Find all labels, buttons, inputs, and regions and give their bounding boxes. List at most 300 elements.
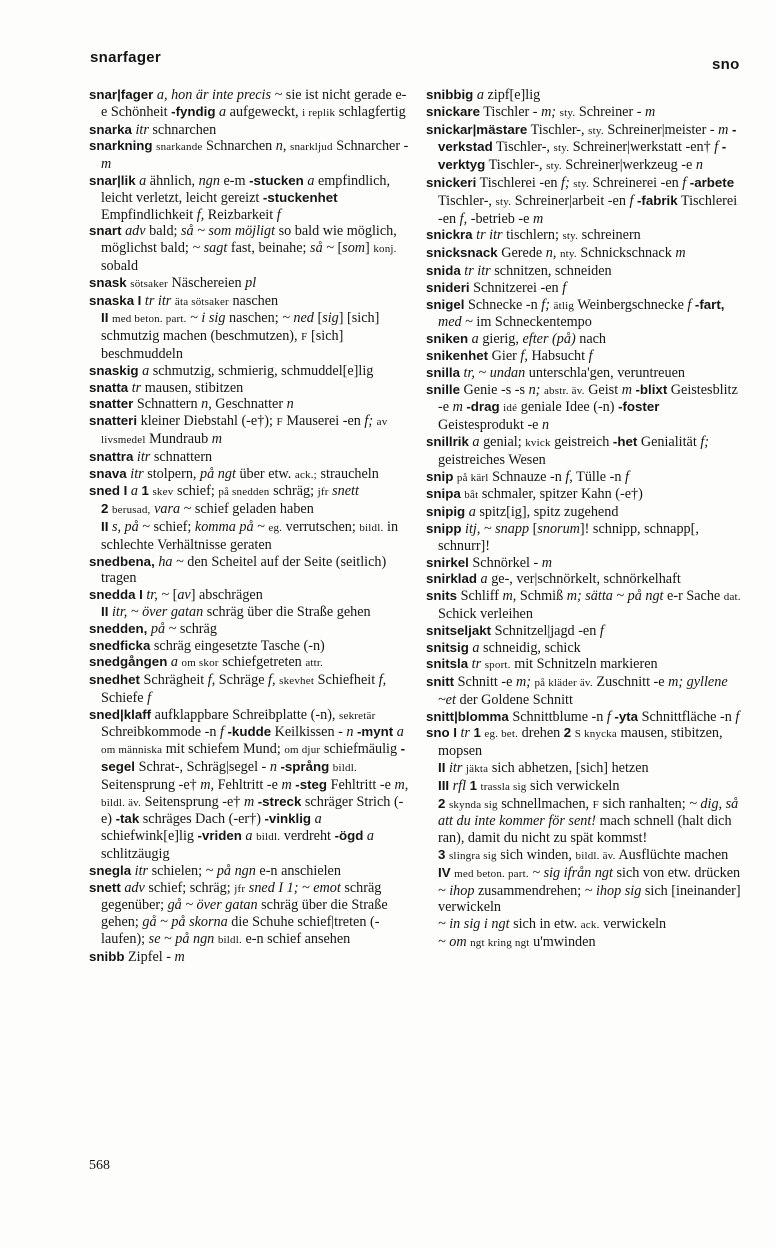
text: schräg gegenüber; [101, 879, 382, 914]
italic-text: a [476, 87, 484, 103]
headword: snedficka [89, 637, 151, 653]
italic-text: ~ ihop sig [584, 882, 642, 899]
text: naschen; [225, 310, 283, 327]
dictionary-entry [89, 483, 411, 501]
headword: sniken [426, 331, 469, 347]
text: ] [365, 240, 374, 257]
text: empfindlich, leicht verletzt, leicht gereizt [101, 172, 391, 206]
headword: -stuckenhet [262, 189, 338, 205]
text: kleiner Diebstahl (-e†); [137, 413, 277, 430]
text: e-n anschielen [255, 862, 341, 879]
text: fast, beinahe; [227, 240, 311, 257]
dictionary-entry [89, 654, 411, 672]
text: Seitensprung -e† [141, 793, 244, 810]
text: schräger Strich (-e) [101, 793, 404, 828]
sense-number: 2 [563, 725, 572, 741]
text: Geistesblitz -e [438, 381, 738, 416]
headword: -het [612, 433, 638, 449]
text: Empfindlichkeit [101, 206, 197, 223]
italic-text: f, [196, 206, 205, 223]
text: schräg über die Straße gehen [203, 603, 371, 620]
italic-text: m [541, 554, 553, 571]
italic-text: n [695, 157, 703, 174]
headword: snickare [426, 103, 480, 119]
small-text: abstr. äv. [543, 384, 585, 397]
text: Schreiner|arbeit -en [511, 192, 630, 209]
headword: -steg [295, 776, 328, 792]
headword: -verktyg [438, 139, 727, 173]
text: Fehltritt -e [327, 776, 395, 793]
italic-text: gå ~ på skorna [142, 914, 228, 931]
italic-text: m; [541, 103, 560, 120]
sense-number: I [123, 483, 128, 499]
italic-text: tr, ~ undan [463, 364, 526, 381]
italic-text: ~ sagt [192, 240, 228, 257]
text: schräg über die Straße gehen; [101, 897, 388, 931]
dictionary-subsense [426, 934, 744, 952]
headword: -mynt [357, 724, 394, 740]
dictionary-entry [89, 638, 411, 655]
text: Tischlerei -en [438, 192, 738, 227]
text: Habsucht [527, 347, 589, 364]
small-text: bildl. [359, 521, 384, 534]
text: e-n schief ansehen [241, 931, 351, 948]
dictionary-subsense [426, 796, 744, 847]
italic-text: a [472, 639, 480, 656]
headword: snickar|mästare [426, 121, 528, 137]
italic-text: m [281, 776, 292, 793]
italic-text: f, [459, 210, 468, 227]
text: sich winden, [496, 847, 576, 864]
headword: snattra [89, 448, 134, 464]
small-text: jäkta [465, 763, 489, 776]
small-text: av livsmedel [101, 416, 388, 446]
text: straucheln [316, 465, 379, 482]
small-text: eg. [268, 521, 283, 534]
page-number: 568 [89, 1158, 110, 1173]
dictionary-entry [426, 365, 744, 382]
italic-text: m [243, 793, 255, 810]
text: tischlern; [502, 227, 563, 244]
small-text: sty. [559, 106, 576, 119]
italic-text: ~ på ngn [205, 862, 256, 879]
italic-text: vara ~ [154, 501, 192, 518]
dictionary-subsense [89, 310, 411, 362]
small-text: skev [152, 486, 174, 499]
text: mausen, stibitzen, mopsen [438, 725, 723, 760]
dictionary-entry [426, 656, 744, 674]
text: schiefwink[e]lig [101, 828, 198, 845]
small-text: om skor [181, 657, 219, 670]
text: der Goldene Schnitt [455, 691, 573, 708]
left-column [89, 87, 411, 966]
headword: snarka [89, 121, 132, 137]
small-text: i replik [302, 106, 336, 119]
italic-text: itr, ~ över gatan [111, 603, 204, 620]
text: mit Schnitzeln markieren [510, 656, 658, 673]
dictionary-entry [89, 223, 411, 274]
italic-text: f, [520, 347, 528, 364]
italic-text: tr [471, 656, 482, 673]
text: Schliff [457, 588, 503, 605]
italic-text: m [645, 103, 656, 120]
sense-number: I [453, 725, 457, 741]
italic-text: a [142, 362, 150, 379]
headword: snitseljakt [426, 622, 492, 638]
dictionary-entry [426, 640, 744, 657]
text: schräg eingesetzte Tasche (-n) [150, 637, 325, 654]
text: verwickeln [599, 916, 667, 933]
dictionary-entry [426, 521, 744, 555]
dictionary-entry [426, 709, 744, 726]
dictionary-subsense [426, 883, 744, 917]
text: Schreiner|werkstatt -en† [569, 139, 715, 156]
italic-text: a [472, 433, 480, 450]
italic-text: tr itr [464, 262, 491, 279]
text: ] [sich] schmutzig machen (beschmutzen), [101, 310, 380, 345]
text: Schnarcher - [332, 138, 409, 155]
small-text: bildl. äv. [575, 850, 616, 863]
italic-text: f [276, 206, 281, 223]
dictionary-entry [89, 449, 411, 466]
text: schnarchen [148, 121, 217, 138]
headword: snedgången [89, 654, 168, 670]
italic-text: n [346, 724, 354, 741]
small-text: sty. [573, 177, 589, 190]
small-text: attr. [305, 657, 324, 670]
dictionary-entry [89, 396, 411, 413]
text: Schnittblume -n [508, 708, 607, 725]
text: nach [575, 331, 607, 348]
text: u'mwinden [529, 934, 596, 951]
italic-text: f; [541, 296, 554, 313]
text: aufgeweckt, [226, 103, 303, 120]
sense-number: 1 [141, 483, 149, 499]
text: Schnarchen [202, 138, 276, 155]
headword: snarkning [89, 138, 153, 154]
italic-text: m [211, 430, 223, 447]
sense-number: I [137, 292, 142, 308]
text: Schnecke -n [464, 296, 542, 313]
headword: snedhet [89, 672, 140, 688]
italic-text: snorum [537, 520, 580, 537]
dictionary-entry [89, 138, 411, 173]
dictionary-subsense [426, 778, 744, 796]
text: schnitzen, schneiden [490, 262, 612, 279]
italic-text: tr, ~ [146, 587, 170, 604]
text: Keilkissen - [271, 724, 347, 741]
italic-text: a [219, 103, 227, 120]
italic-text: på ~ [150, 620, 177, 637]
small-text: bildl. äv. [101, 796, 142, 809]
dictionary-entry [426, 674, 744, 709]
text: Tischler-, [527, 121, 589, 138]
headword: -fabrik [636, 192, 678, 208]
dictionary-entry [89, 707, 411, 863]
small-text: ngt kring ngt [470, 937, 530, 950]
italic-text: itr [130, 465, 144, 482]
headword: snibbig [426, 87, 474, 102]
italic-text: m [621, 381, 632, 398]
small-text: ätlig [553, 299, 575, 312]
headword: -fart, [694, 296, 725, 312]
dictionary-entry [89, 275, 411, 293]
italic-text: f, [565, 468, 573, 485]
dictionary-entry [426, 434, 744, 469]
italic-text: a [366, 828, 374, 845]
small-text: slingra sig [448, 850, 497, 863]
headword: snikenhet [426, 347, 489, 363]
italic-text: n [286, 396, 294, 413]
text: Schreibkommode -n [101, 724, 220, 741]
text: Schräge [215, 672, 269, 689]
small-text: sekretär [339, 709, 376, 722]
italic-text: f [682, 174, 687, 191]
dictionary-subsense [89, 501, 411, 519]
dictionary-entry [426, 555, 744, 572]
italic-text: f [735, 708, 740, 725]
text: bald; [145, 223, 182, 240]
italic-text: ~ ihop [438, 882, 475, 899]
small-text: sötsaker [130, 277, 168, 290]
italic-text: sned I 1; ~ emot [248, 879, 341, 896]
text: verdreht [280, 828, 335, 845]
headword: snedbena, [89, 553, 155, 569]
italic-text: a [396, 724, 404, 741]
italic-text: n, [545, 245, 560, 262]
italic-text: ~ ned [282, 310, 314, 327]
italic-text: ~ i sig [190, 310, 226, 327]
small-text: jfr [317, 486, 329, 499]
small-text: om djur [284, 744, 321, 757]
headword: snida [426, 262, 461, 278]
italic-text: tr itr [144, 292, 172, 309]
text: [ [313, 310, 323, 327]
italic-text: n, [275, 138, 290, 155]
text: schräges Dach (-er†) [139, 811, 265, 828]
dictionary-subsense [426, 760, 744, 778]
text: sie ist nicht gerade e-e Schönheit [101, 87, 407, 120]
text: ]! schnipp, schnapp[, schnurr]! [438, 520, 699, 554]
text: die Schuhe schief|treten (-laufen); [101, 914, 380, 948]
dictionary-entry [89, 466, 411, 484]
sense-number: III [438, 777, 450, 793]
small-text: med beton. part. [111, 313, 187, 326]
italic-text: tr [131, 379, 142, 396]
italic-text: a [130, 483, 138, 500]
dictionary-entry [426, 725, 744, 760]
headword: snille [426, 381, 460, 397]
sense-number: 2 [101, 501, 109, 517]
italic-text: ~ sig ifrån ngt [532, 864, 613, 881]
italic-text: med ~ [438, 314, 473, 331]
text: Tülle -n [572, 468, 626, 485]
dictionary-entry [426, 280, 744, 297]
dictionary-entry [426, 104, 744, 122]
text: Schnitzel|jagd -en [491, 622, 600, 639]
headword: snar|lik [89, 172, 136, 188]
italic-text: itr [136, 448, 151, 465]
text: so bald wie möglich, möglichst bald; [101, 223, 397, 257]
italic-text: m [718, 121, 729, 138]
text: [sich] beschmuddeln [101, 328, 344, 362]
headword: snipa [426, 486, 461, 502]
italic-text: m [174, 948, 185, 965]
text: naschen [228, 292, 279, 309]
italic-text: komma på ~ [194, 518, 265, 535]
text: zusammendrehen; [474, 882, 585, 899]
sense-number: 1 [473, 725, 481, 741]
text: Gier [488, 347, 521, 364]
italic-text: f, [268, 672, 280, 689]
dictionary-entry [89, 122, 411, 139]
headword: -stucken [249, 172, 304, 188]
text: -betrieb -e [467, 210, 533, 227]
text: Schrat-, Schräg|segel - [135, 759, 270, 776]
sense-number: II [438, 760, 446, 776]
text: Geistesprodukt -e [438, 417, 543, 434]
dictionary-subsense [89, 519, 411, 554]
italic-text: så ~ [310, 240, 334, 257]
text: Zuschnitt -e [592, 674, 669, 691]
italic-text: m, [502, 588, 517, 605]
text: unterschla'gen, veruntreuen [525, 364, 685, 381]
sense-number: I [139, 587, 143, 603]
text: gierig, [478, 331, 523, 348]
sense-number: II [101, 310, 109, 326]
small-text: S knycka [574, 728, 617, 741]
text: Tischler-, [492, 139, 554, 156]
text: schiefmäulig [320, 741, 401, 758]
headword: -språng [280, 759, 330, 775]
small-text: snarkljud [289, 141, 333, 154]
right-column [426, 87, 744, 952]
dictionary-entry [426, 175, 744, 227]
dictionary-entry [426, 469, 744, 487]
italic-text: itr [448, 760, 463, 777]
text: e-r Sache [663, 588, 724, 605]
headword: snava [89, 465, 127, 481]
text: schiefgetreten [218, 654, 306, 671]
small-text: på kläder äv. [534, 677, 593, 690]
text: Schnauze -n [488, 468, 566, 485]
italic-text: f; [700, 433, 710, 450]
headword: sned [89, 483, 121, 499]
text: ge-, ver|schnörkelt, schnörkelhaft [487, 571, 681, 588]
text: Tischler - [479, 103, 542, 120]
text: schlagfertig [335, 103, 406, 120]
italic-text: ~ in sig i ngt [438, 916, 510, 933]
small-text: skevhet [279, 675, 315, 688]
dictionary-entry [89, 949, 411, 966]
headword: snegla [89, 862, 132, 878]
dictionary-entry [89, 863, 411, 880]
text: Schreiner|meister - [603, 121, 719, 138]
text: mach schnell (halt dich ran), damit du nicht zu spät kommst! [438, 813, 732, 847]
text: Tischler-, [438, 192, 496, 209]
headword: -blixt [635, 381, 668, 397]
text: geistreich [550, 433, 613, 450]
italic-text: m; sätta ~ på ngt [566, 588, 664, 605]
small-text: sty. [562, 230, 579, 243]
italic-text: m; gyllene ~et [438, 674, 728, 708]
headword: -vriden [197, 828, 242, 844]
headword: sno [426, 725, 450, 741]
italic-text: a, hon är inte precis ~ [156, 87, 283, 103]
text: drehen [518, 725, 564, 742]
headword: snedden, [89, 620, 148, 636]
dictionary-entry [89, 554, 411, 588]
text: Schreinerei -en [588, 174, 683, 191]
italic-text: ~ dig, så att du inte kommer för sent! [438, 795, 739, 830]
italic-text: f [588, 347, 593, 364]
italic-text: a [468, 504, 476, 521]
sense-number: 2 [438, 795, 446, 811]
dictionary-entry [426, 245, 744, 263]
text: Seitensprung -e† [101, 776, 201, 793]
dictionary-entry [89, 672, 411, 707]
text: Gerede [497, 245, 546, 262]
sense-number: IV [438, 864, 451, 880]
text: Schmiß [516, 588, 567, 605]
italic-text: f [147, 689, 152, 706]
italic-text: efter (på) [522, 331, 576, 348]
headword: -kudde [227, 724, 272, 740]
dictionary-entry [426, 486, 744, 504]
headword: snirklad [426, 571, 477, 587]
small-text: F [276, 416, 283, 429]
small-text: nty. [559, 248, 577, 261]
italic-text: a [480, 571, 488, 588]
dictionary-subsense [426, 916, 744, 934]
headword: snicksnack [426, 245, 498, 261]
small-text: sty. [546, 160, 562, 173]
small-text: F [301, 331, 308, 344]
small-text: F [592, 798, 599, 811]
dictionary-entry [426, 297, 744, 332]
guide-word-left: snarfager [90, 49, 162, 66]
headword: snirkel [426, 554, 469, 570]
headword: snickra [426, 227, 473, 243]
small-text: på kärl [456, 471, 489, 484]
text: Schnittfläche -n [638, 708, 736, 725]
italic-text: ha ~ [158, 553, 184, 570]
headword: -foster [618, 399, 660, 415]
text: zipf[e]lig [483, 87, 541, 103]
dictionary-entry [89, 363, 411, 380]
italic-text: a [314, 811, 322, 828]
headword: -ögd [334, 828, 364, 844]
text: ] abschrägen [190, 587, 263, 604]
text: sich [ineinander] verwickeln [438, 882, 741, 916]
dictionary-entry [89, 87, 411, 122]
small-text: dat. [723, 591, 741, 604]
dictionary-subsense [426, 865, 744, 883]
text: Tischlerei -en [476, 174, 562, 191]
text: schreinern [578, 227, 641, 244]
dictionary-entry [426, 623, 744, 640]
headword: snickeri [426, 174, 477, 190]
small-text: trassla sig [480, 780, 527, 793]
italic-text: adv [125, 223, 146, 240]
italic-text: f; [364, 413, 377, 430]
text: sich ranhalten; [598, 795, 690, 812]
headword: snitsig [426, 639, 469, 655]
text: schnattern [150, 448, 213, 465]
italic-text: itj, ~ snapp [465, 520, 530, 537]
small-text: båt [464, 489, 479, 502]
text: aufklappbare Schreibplatte (-n), [151, 706, 340, 723]
